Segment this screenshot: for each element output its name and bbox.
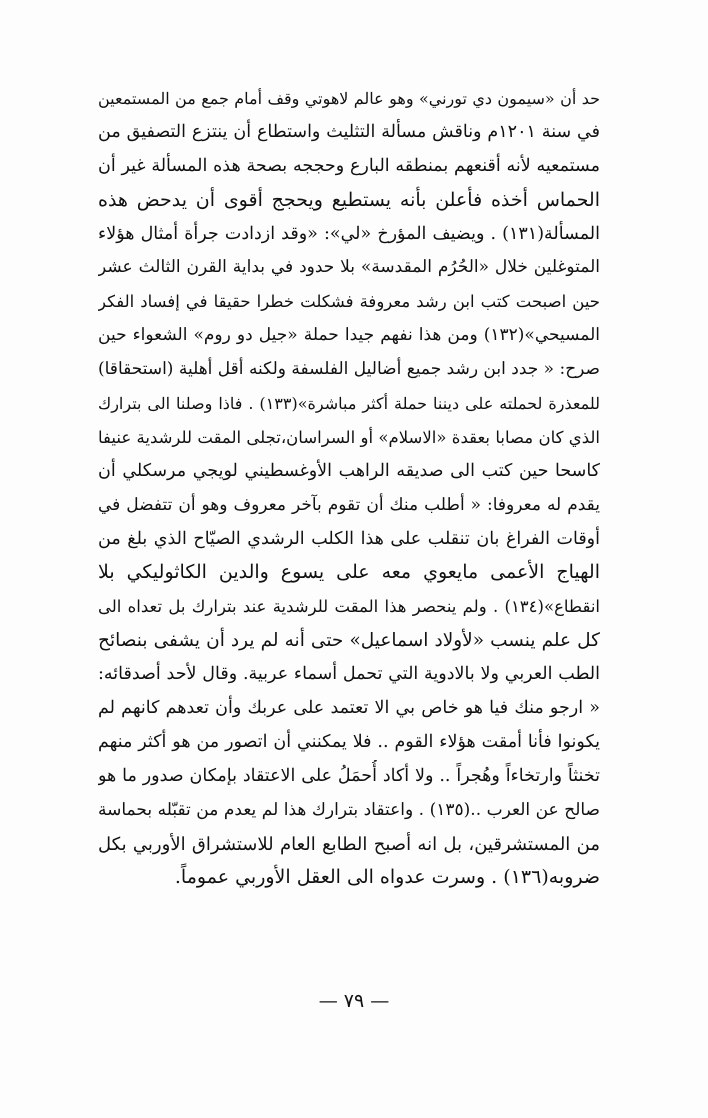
text-line-last: ضروبه(١٣٦) . وسرت عدواه الى العقل الأوربي عموماً.	[174, 866, 600, 889]
text-line: صرح: « جدد ابن رشد جميع أضاليل الفلسفة ولكنه أقل أهلية (استحقاقا)	[98, 359, 600, 380]
text-line: حين اصبحت كتب ابن رشد معروفة فشكلت خطرا حقيقا في إفساد الفكر	[98, 292, 600, 312]
text-line: حد أن «سيمون دي تورني» وهو عالم لاهوتي وقف أمام جمع من المستمعين	[98, 89, 600, 108]
text-line: الذي كان مصابا بعقدة «الاسلام» أو السراسان،تجلى المقت للرشدية عنيفا	[98, 427, 600, 447]
text-line: الحماس أخذه فأعلن بأنه يستطيع ويحجج أقوى أن يدحض هذه	[98, 188, 600, 211]
text-line: في سنة ١٢٠١م وناقش مسألة التثليث واستطاع أن ينتزع التصفيق من	[98, 121, 600, 142]
text-line: انقطاع»(١٣٤) . ولم ينحصر هذا المقت للرشدية عند بترارك بل تعداه الى	[98, 597, 600, 617]
text-line: من المستشرقين، بل انه أصبح الطابع العام للاستشراق الأوربي بكل	[98, 833, 600, 855]
text-line: تخنثاً وارتخاءاً وهُجراً .. ولا أكاد أُحمَلُ على الاعتقاد بإمكان صدور ما هو	[98, 765, 600, 786]
text-line: صالح عن العرب ..(١٣٥) . واعتقاد بترارك هذا لم يعدم من تقبّله بحماسة	[98, 799, 600, 820]
text-line: كاسحا حين كتب الى صديقه الراهب الأوغسطيني لويجي مرسكلي أن	[98, 460, 600, 481]
text-line: « ارجو منك فيا هو خاص بي الا تعتمد على عربك وأن تعدهم كانهم لم	[98, 698, 600, 719]
body-text	[98, 82, 600, 895]
text-line: المسألة(١٣١) . ويضيف المؤرخ «لي»: «وقد ازدادت جرأة أمثال هؤلاء	[98, 223, 600, 244]
text-line: المسيحي»(١٣٢) ومن هذا نفهم جيدا حملة «جيل دو روم» الشعواء حين	[98, 325, 600, 346]
text-line: يكونوا فأنا أمقت هؤلاء القوم .. فلا يمكنني أن اتصور من هو أكثر منهم	[98, 731, 600, 752]
text-line: أوقات الفراغ بان تنقلب على هذا الكلب الرشدي الصيّاح الذي بلغ من	[98, 528, 600, 549]
page-number: — ٧٩ —	[318, 990, 390, 1012]
text-line: للمعذرة لحملته على ديننا حملة أكثر مباشرة»(١٣٣) . فاذا وصلنا الى بترارك	[98, 394, 600, 414]
text-line: كل علم ينسب «لأولاد اسماعيل» حتى أنه لم يرد أن يشفى بنصائح	[98, 630, 600, 652]
text-line: المتوغلين خلال «الحُرُم المقدسة» بلا حدود في بداية القرن الثالث عشر	[98, 257, 600, 278]
text-line: مستمعيه لأنه أقنعهم بمنطقه البارع وحججه بصحة هذه المسألة غير أن	[98, 155, 600, 176]
text-line: يقدم له معروفا: « أطلب منك أن تقوم بآخر معروف وهو أن تتفضل في	[98, 494, 600, 515]
text-line: الطب العربي ولا بالادوية التي تحمل أسماء عربية. وقال لأحد أصدقائه:	[98, 664, 600, 685]
text-line: الهياج الأعمى مايعوي معه على يسوع والدين الكاثوليكي بلا	[98, 561, 600, 584]
